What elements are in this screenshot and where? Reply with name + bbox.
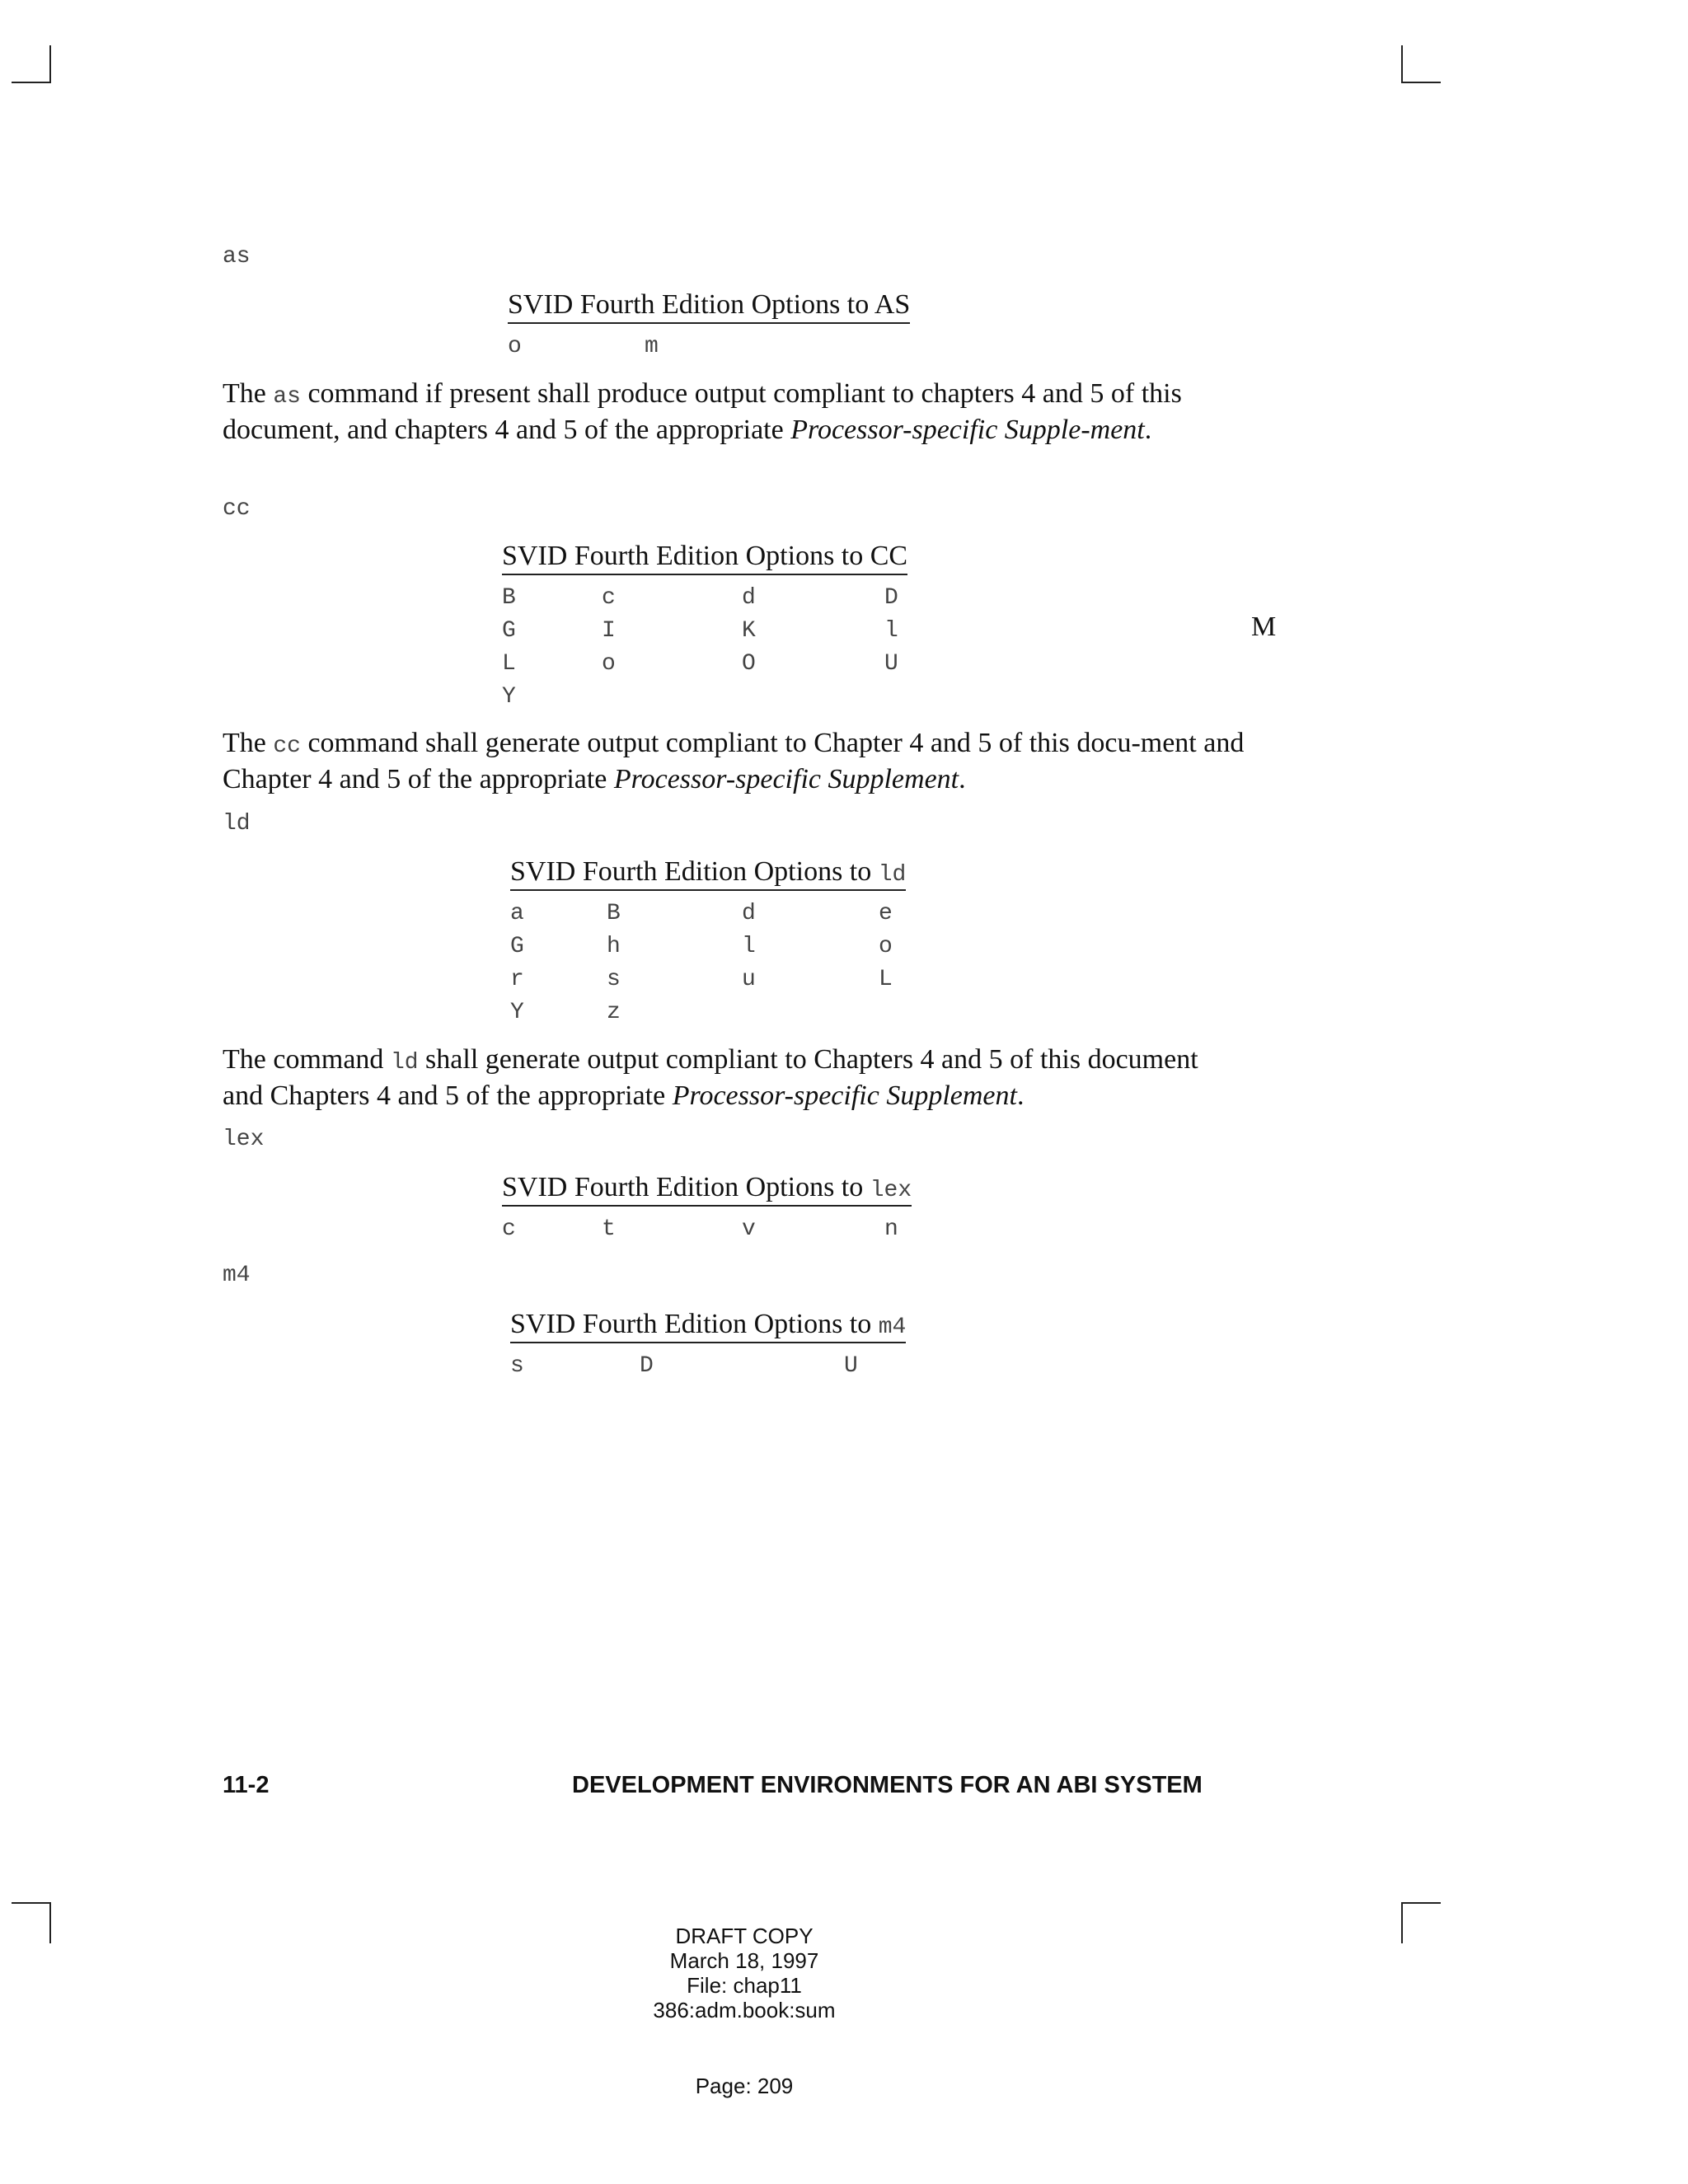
table-title-cc: SVID Fourth Edition Options to CC <box>502 541 907 575</box>
table-title-as: SVID Fourth Edition Options to AS <box>508 289 910 324</box>
option-cell: h <box>607 934 621 959</box>
option-cell: l <box>742 934 756 959</box>
option-cell: G <box>502 618 516 644</box>
option-cell: z <box>607 1000 621 1025</box>
option-cell: U <box>844 1353 858 1379</box>
option-cell: o <box>508 334 522 359</box>
command-heading-as: as <box>223 244 251 269</box>
option-cell: u <box>742 967 756 992</box>
option-cell: D <box>640 1353 654 1379</box>
table-title-lex: SVID Fourth Edition Options to lex <box>502 1172 912 1207</box>
option-cell: e <box>879 901 893 926</box>
table-title-m4: SVID Fourth Edition Options to m4 <box>510 1309 906 1343</box>
paragraph-cc: The cc command shall generate output compliant to Chapter 4 and 5 of this docu-ment and Chapter 4 and 5 of the appropriate Processor-specific Supplement. <box>223 728 1245 794</box>
option-cell: d <box>742 901 756 926</box>
option-cell: K <box>742 618 756 644</box>
option-cell: L <box>502 651 516 677</box>
draft-page-number: Page: 209 <box>695 2074 794 2098</box>
paragraph-as: The as command if present shall produce output compliant to chapters 4 and 5 of this document, and chapters 4 and 5 of the appropriate Processor-specific Supple-ment. <box>223 378 1182 445</box>
option-cell: D <box>884 585 898 611</box>
crop-mark-bottom-left-h <box>12 1902 51 1904</box>
option-cell: n <box>884 1216 898 1242</box>
option-cell: a <box>510 901 524 926</box>
option-cell: Y <box>502 684 516 710</box>
option-cell: o <box>879 934 893 959</box>
draft-line-3: File: chap11 <box>687 1973 802 1998</box>
option-cell: c <box>602 585 616 611</box>
option-cell: c <box>502 1216 516 1242</box>
table-title-ld: SVID Fourth Edition Options to ld <box>510 856 906 891</box>
option-cell: t <box>602 1216 616 1242</box>
draft-line-1: DRAFT COPY <box>675 1924 814 1948</box>
footer-chapter-title: DEVELOPMENT ENVIRONMENTS FOR AN ABI SYSTEM <box>572 1772 1203 1798</box>
option-cell: s <box>510 1353 524 1379</box>
option-cell: o <box>602 651 616 677</box>
draft-line-2: March 18, 1997 <box>669 1948 819 1973</box>
command-heading-cc: cc <box>223 496 251 522</box>
option-cell: r <box>510 967 524 992</box>
option-cell: Y <box>510 1000 524 1025</box>
crop-mark-top-right <box>1401 45 1403 83</box>
crop-mark-top-left <box>49 45 51 83</box>
draft-line-4: 386:adm.book:sum <box>653 1998 836 2022</box>
option-cell: s <box>607 967 621 992</box>
option-cell: m <box>645 334 659 359</box>
footer-page-number: 11-2 <box>223 1772 270 1798</box>
option-cell: l <box>884 618 898 644</box>
option-cell: B <box>607 901 621 926</box>
option-cell: B <box>502 585 516 611</box>
option-cell: O <box>742 651 756 677</box>
option-cell: v <box>742 1216 756 1242</box>
option-cell: L <box>879 967 893 992</box>
option-cell: G <box>510 934 524 959</box>
paragraph-ld: The command ld shall generate output compliant to Chapters 4 and 5 of this document and Chapters 4 and 5 of the appropriate Processor-specific Supplement. <box>223 1044 1198 1111</box>
crop-mark-top-right-h <box>1401 82 1441 83</box>
command-heading-lex: lex <box>223 1127 265 1152</box>
margin-change-mark: M <box>1251 612 1277 642</box>
option-cell: I <box>602 618 616 644</box>
option-cell: U <box>884 651 898 677</box>
option-cell: d <box>742 585 756 611</box>
command-heading-ld: ld <box>223 811 251 837</box>
crop-mark-top-left-h <box>12 82 51 83</box>
command-heading-m4: m4 <box>223 1263 251 1288</box>
crop-mark-bottom-right-h <box>1401 1902 1441 1904</box>
